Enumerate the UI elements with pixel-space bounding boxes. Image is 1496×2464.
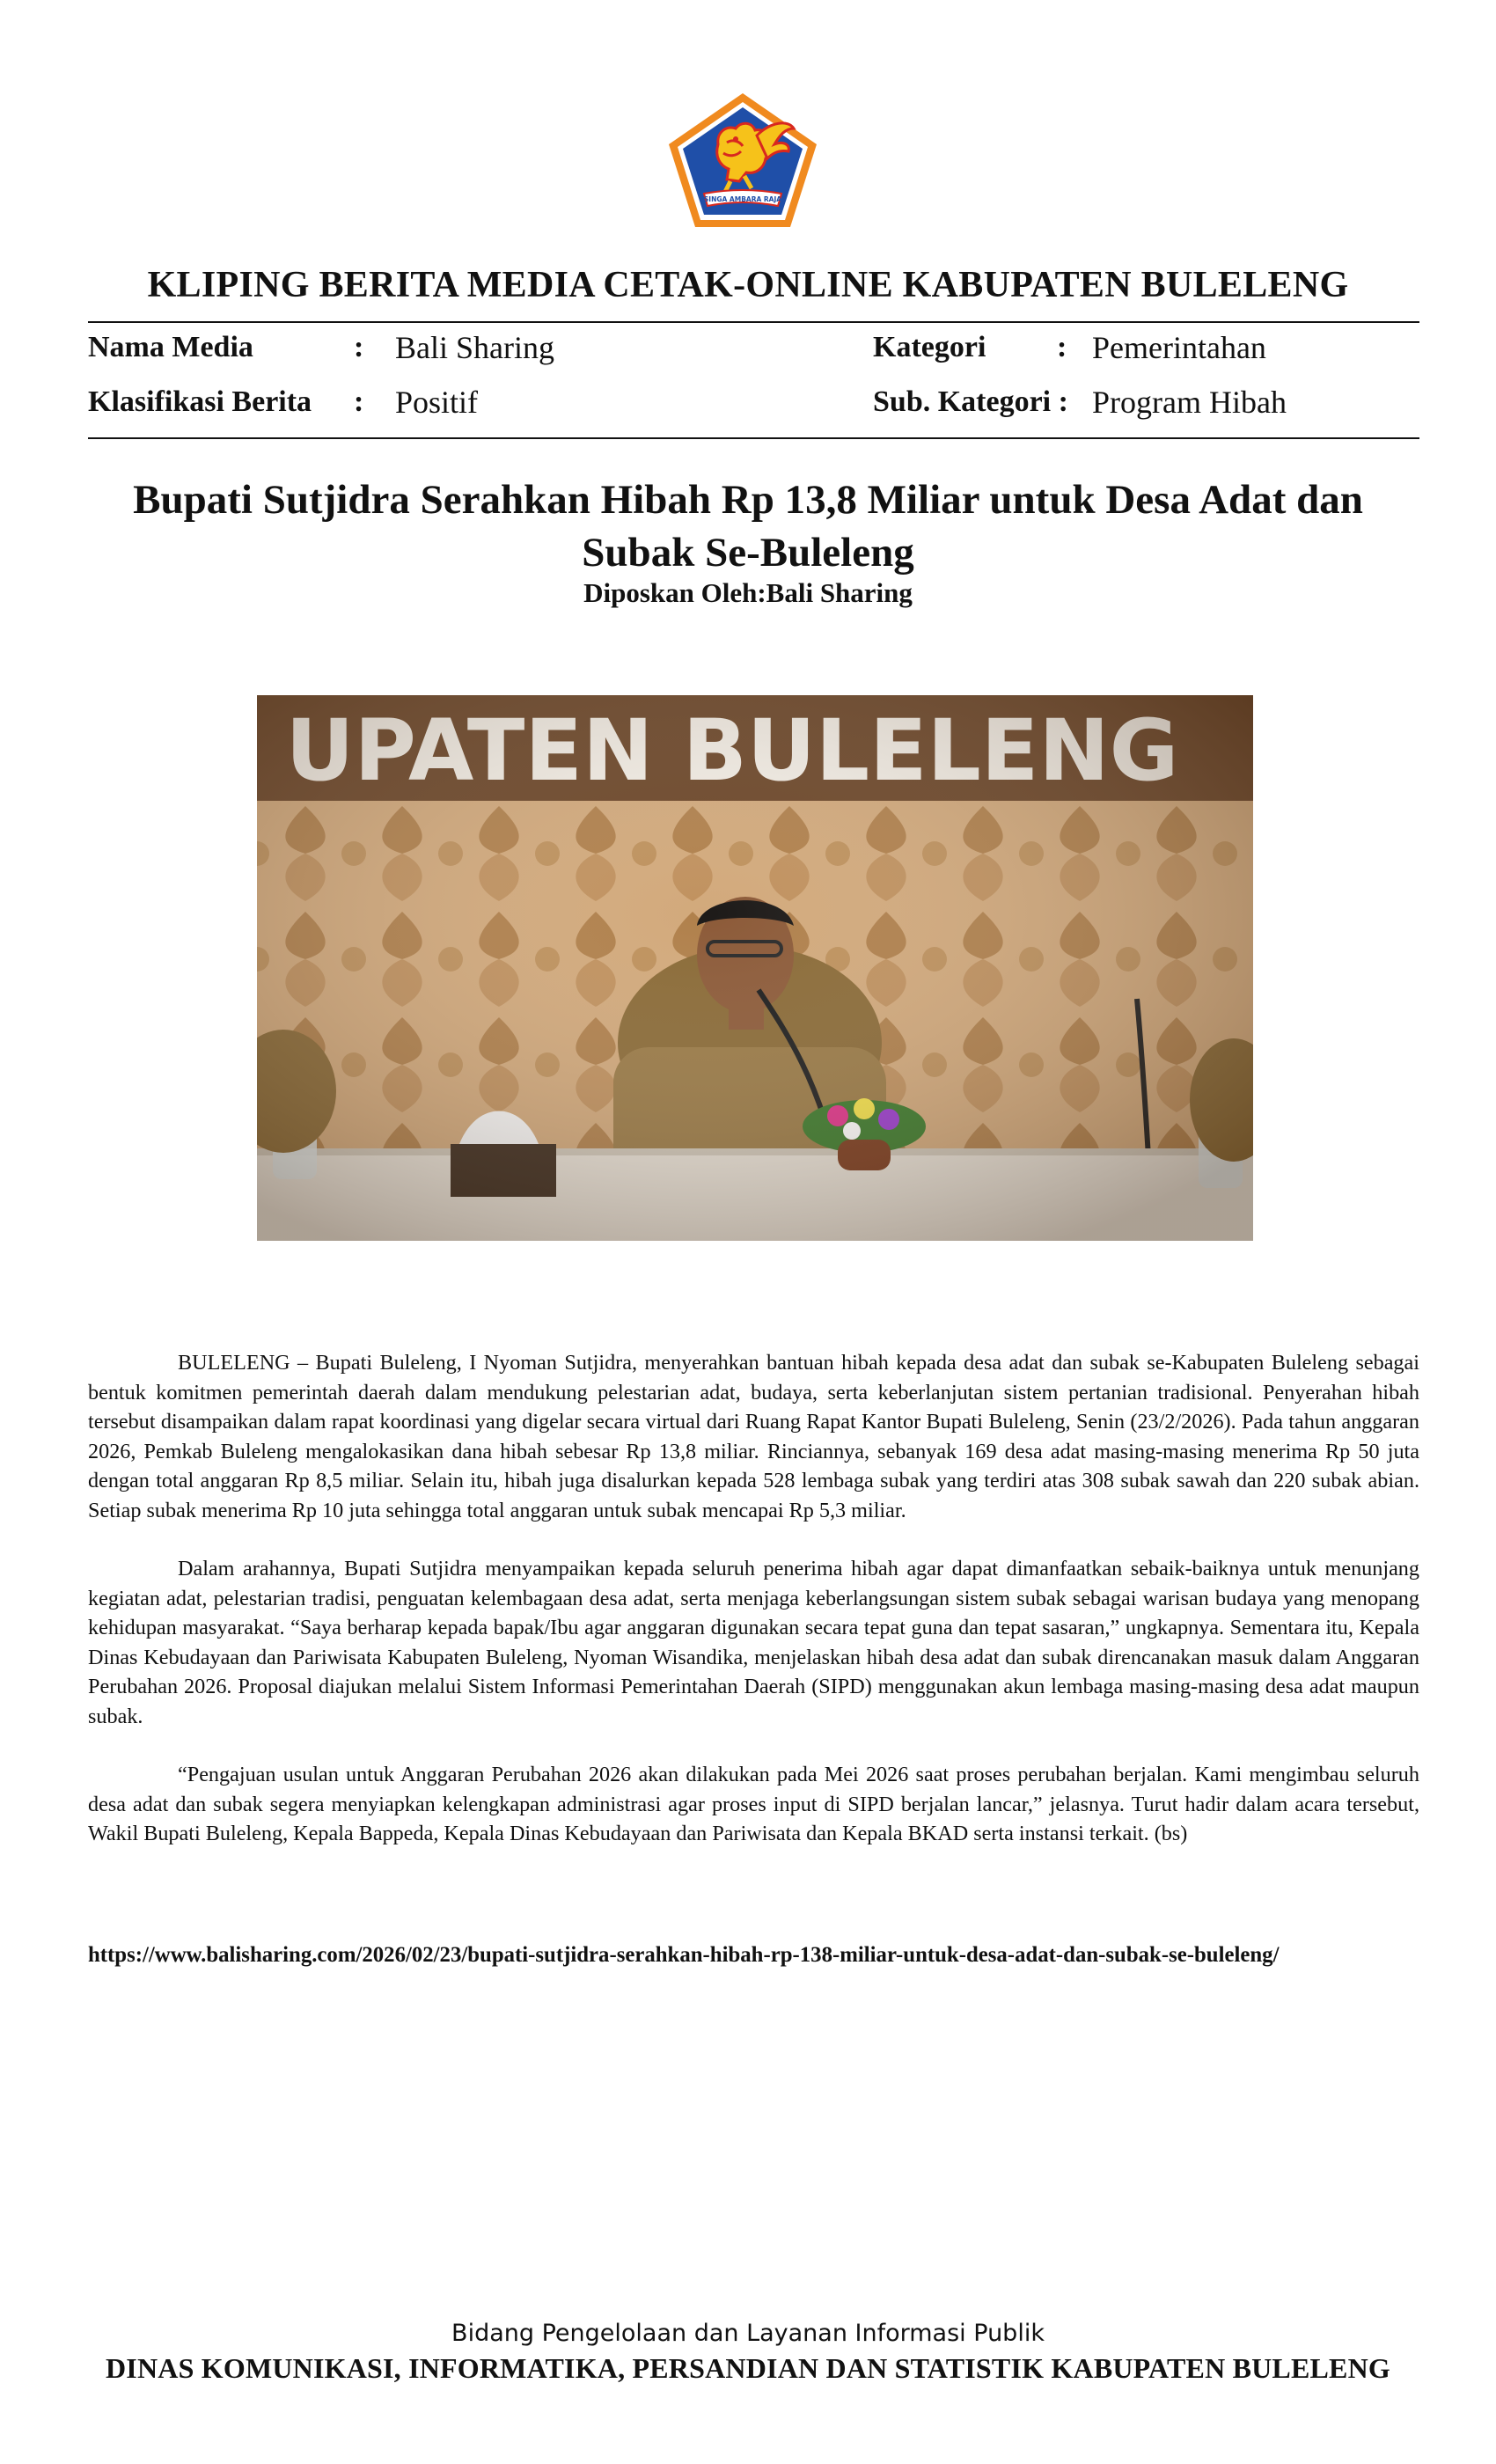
header-divider-top (88, 321, 1419, 323)
article-paragraph: “Pengajuan usulan untuk Anggaran Perubahan 2026 akan dilakukan pada Mei 2026 saat proses perubahan berjalan. Kami mengimbau seluruh desa adat dan subak segera menyiapkan kelengkapan administrasi agar proses input di SIPD berjalan lancar,” jelasnya. Turut hadir dalam acara tersebut, Wakil Bupati Buleleng, Kepala Bappeda, Kepala Dinas Kebudayaan dan Pariwisata dan Kepala BKAD serta instansi terkait. (bs) (88, 1763, 1419, 1845)
article-paragraph: BULELENG – Bupati Buleleng, I Nyoman Sutjidra, menyerahkan bantuan hibah kepada desa adat dan subak se-Kabupaten Buleleng sebagai bentuk komitmen pemerintah daerah dalam mendukung pelestarian adat, budaya, serta keberlanjutan sistem pertanian tradisional. Penyerahan hibah tersebut disampaikan dalam rapat koordinasi yang digelar secara virtual dari Ruang Rapat Kantor Bupati Buleleng, Senin (23/2/2026). Pada tahun anggaran 2026, Pemkab Buleleng mengalokasikan dana hibah sebesar Rp 13,8 miliar. Rinciannya, sebanyak 169 desa adat masing-masing menerima Rp 50 juta dengan total anggaran Rp 8,5 miliar. Selain itu, hibah juga disalurkan kepada 528 lembaga subak yang terdiri atas 308 subak sawah dan 220 subak abian. Setiap subak menerima Rp 10 juta sehingga total anggaran untuk subak mencapai Rp 5,3 miliar. (88, 1351, 1419, 1522)
classification-value: Positif (395, 385, 479, 420)
meta-row-classification (88, 380, 1419, 424)
meta-row-media (88, 326, 1419, 370)
article-headline: Bupati Sutjidra Serahkan Hibah Rp 13,8 Miliar untuk Desa Adat dan Subak Se-Buleleng (133, 477, 1363, 576)
document-title: KLIPING BERITA MEDIA CETAK-ONLINE KABUPATEN BULELENG (147, 265, 1349, 305)
media-name-value: Bali Sharing (395, 330, 554, 365)
footer-division: Bidang Pengelolaan dan Layanan Informasi Publik (451, 2320, 1045, 2347)
footer-agency: DINAS KOMUNIKASI, INFORMATIKA, PERSANDIAN DAN STATISTIK KABUPATEN BULELENG (105, 2352, 1391, 2384)
meta-separator: : (354, 331, 364, 363)
subcategory-value: Program Hibah (1092, 385, 1287, 420)
category-label: Kategori (873, 331, 986, 363)
article-body (88, 1348, 1419, 1878)
regency-emblem-logo (665, 90, 820, 231)
article-photo (257, 695, 1253, 1241)
article-paragraph: Dalam arahannya, Bupati Sutjidra menyampaikan kepada seluruh penerima hibah agar dapat dimanfaatkan sebaik-baiknya untuk menunjang kegiatan adat, pelestarian tradisi, penguatan kelembagaan desa adat, serta menjaga keberlangsungan sistem subak sebagai warisan budaya yang menopang kehidupan masyarakat. “Saya berharap kepada bapak/Ibu agar anggaran digunakan secara tepat guna dan tepat sasaran,” ungkapnya. Sementara itu, Kepala Dinas Kebudayaan dan Pariwisata Kabupaten Buleleng, Nyoman Wisandika, menjelaskan hibah desa adat dan subak direncanakan masuk dalam Anggaran Perubahan 2026. Proposal diajukan melalui Sistem Informasi Pemerintahan Daerah (SIPD) menggunakan akun lembaga masing-masing desa adat maupun subak. (88, 1557, 1419, 1728)
source-url-link[interactable]: https://www.balisharing.com/2026/02/23/bupati-sutjidra-serahkan-hibah-rp-138-miliar-untuk-desa-adat-dan-subak-se-buleleng/ (88, 1943, 1280, 1967)
classification-label: Klasifikasi Berita (88, 385, 312, 418)
category-value: Pemerintahan (1092, 330, 1266, 365)
subcategory-label: Sub. Kategori : (873, 385, 1068, 418)
article-byline: Diposkan Oleh:Bali Sharing (583, 577, 913, 608)
header-divider-bottom (88, 437, 1419, 439)
meta-separator: : (354, 385, 364, 418)
meta-separator: : (1057, 331, 1067, 363)
emblem-motto: SINGA AMBARA RAJA (703, 195, 782, 203)
media-name-label: Nama Media (88, 331, 253, 363)
